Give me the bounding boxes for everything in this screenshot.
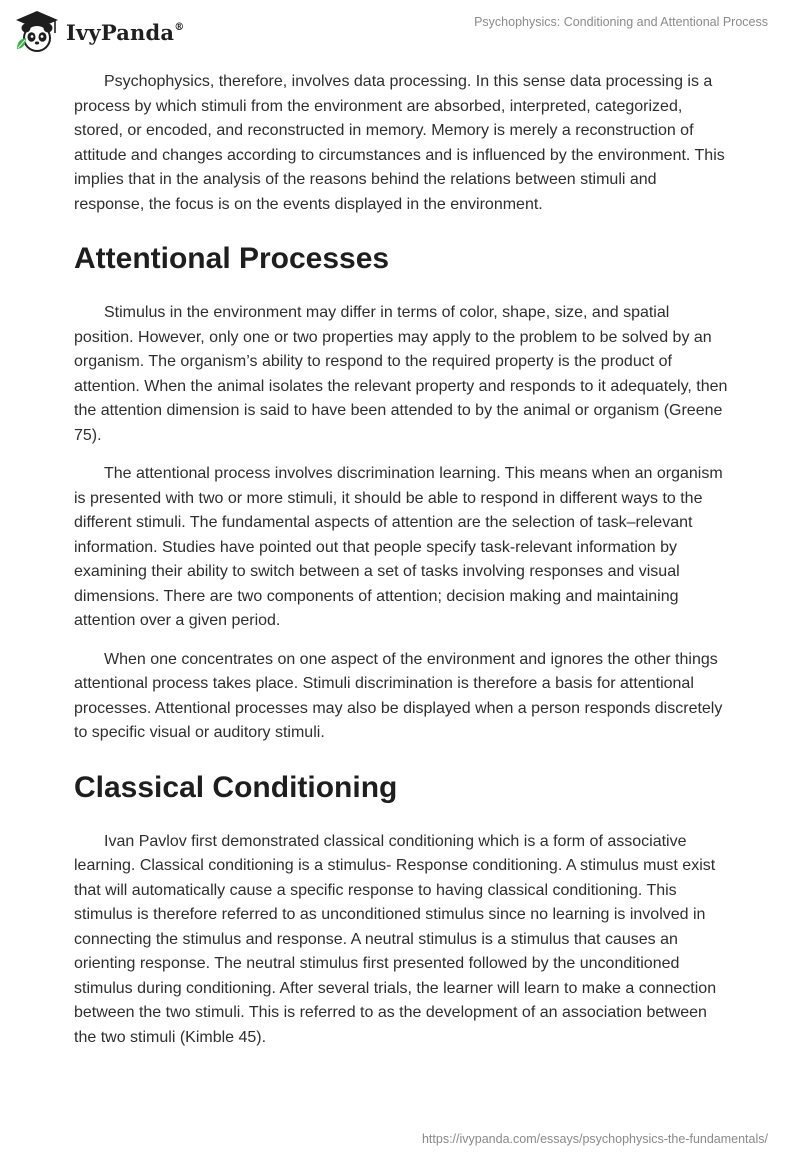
ivypanda-logo[interactable]	[14, 9, 184, 55]
section-heading-attentional-processes: Attentional Processes	[74, 242, 390, 275]
paragraph: The attentional process involves discrimination learning. This means when an organism is presented with two or more stimuli, it should be able to respond in different ways to the different stimuli. The fundamental aspects of attention are the selection of task–relevant information. Studies have pointed out that people specify task-relevant information by examining their ability to switch between a set of tasks involving responses and visual dimensions. There are two components of attention; decision making and maintaining attention over a given period.	[74, 465, 723, 629]
paragraph: Stimulus in the environment may differ in terms of color, shape, size, and spatial position. However, only one or two properties may apply to the problem to be solved by an organism. The organism’s ability to respond to the required property is the product of attention. When the animal isolates the relevant property and responds to it adequately, then the attention dimension is said to have been attended to by the animal or organism (Greene 75).	[74, 304, 728, 444]
paragraph: Ivan Pavlov first demonstrated classical conditioning which is a form of associative learning. Classical conditioning is a stimulus- Response conditioning. A stimulus must exist that will automatically cause a specific response to having classical conditioning. This stimulus is therefore referred to as unconditioned stimulus since no learning is involved in connecting the stimulus and response. A neutral stimulus is a stimulus that causes an orienting response. The neutral stimulus first presented followed by the unconditioned stimulus during conditioning. After several trials, the learner will learn to make a connection between the two stimuli. This is referred to as the development of an association between the two stimuli (Kimble 45).	[74, 832, 717, 1046]
essay-content	[74, 70, 729, 1064]
brand-name: IvyPanda®	[66, 19, 185, 45]
document-title: Psychophysics: Conditioning and Attentional Process	[474, 15, 768, 29]
page-header	[0, 0, 800, 70]
section-heading-classical-conditioning: Classical Conditioning	[74, 770, 398, 804]
intro-paragraph: Psychophysics, therefore, involves data processing. In this sense data processing is a process by which stimuli from the environment are absorbed, interpreted, categorized, stored, or encoded, and reconstructed in memory. Memory is merely a reconstruction of attitude and changes according to circumstances and is influenced by the environment. This implies that in the analysis of the reasons behind the relations between stimuli and response, the focus is on the events displayed in the environment.	[74, 73, 725, 213]
source-url[interactable]: https://ivypanda.com/essays/psychophysics-the-fundamentals/	[421, 1132, 768, 1146]
paragraph: When one concentrates on one aspect of the environment and ignores the other things attentional process takes place. Stimuli discrimination is therefore a basis for attentional processes. Attentional processes may also be displayed when a person responds discretely to specific visual or auditory stimuli.	[74, 650, 723, 741]
panda-graduate-icon	[14, 9, 60, 55]
